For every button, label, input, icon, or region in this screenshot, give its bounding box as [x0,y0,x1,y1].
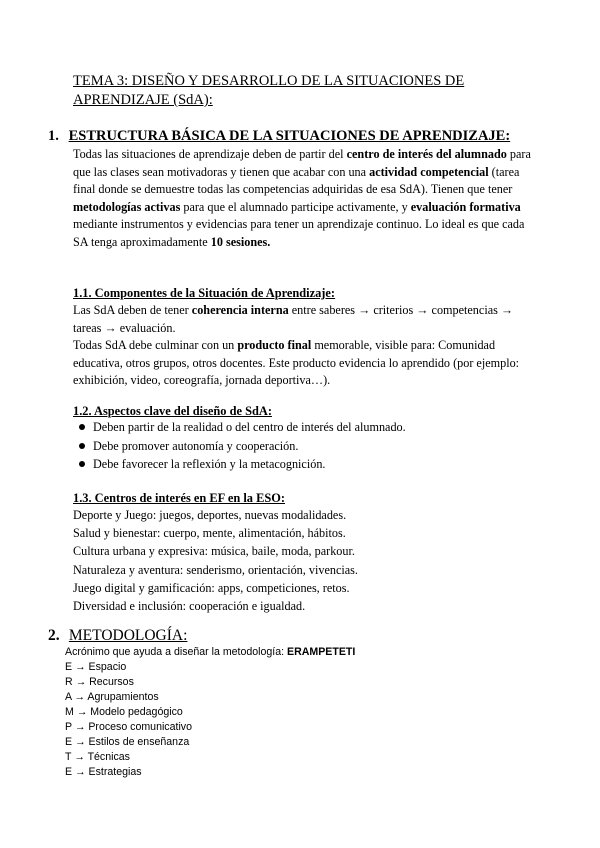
section-2-number: 2. [48,627,60,644]
bold-run: 10 sesiones. [210,234,271,249]
list-item: E → Estilos de enseñanza [65,736,190,748]
text-run: Las SdA deben de tener [73,303,192,317]
list-item: E → Estrategias [65,766,142,778]
list-item [73,437,406,456]
methodology-block [65,645,355,780]
section-2-heading [48,627,187,645]
section-1-number: 1. [48,128,59,144]
list-item-text: Debe favorecer la reflexión y la metacognición. [93,457,326,471]
list-item-text: Deben partir de la realidad o del centro de interés del alumnado. [93,420,406,434]
bullet-icon [79,461,85,467]
bullet-icon [79,424,85,430]
list-item: T → Técnicas [65,751,130,763]
text-run: Todas SdA debe culminar con un [73,338,238,352]
methodology-intro [65,645,355,660]
text-run: para que las clases sean motivadoras y tienen que acabar con una [73,147,531,179]
list-item: R → Recursos [65,676,134,688]
list-item: P → Proceso comunicativo [65,721,192,733]
section-1-heading [48,127,510,145]
section-1-title: ESTRUCTURA BÁSICA DE LA SITUACIONES DE APRENDIZAJE: [68,128,511,144]
section-1-paragraph [73,146,533,251]
bold-run: producto final [237,338,312,352]
bold-run: metodologías activas [73,199,181,214]
list-item: A → Agrupamientos [65,691,159,703]
aspects-list [73,418,406,474]
list-item: Naturaleza y aventura: senderismo, orientación, vivencias. [73,562,358,577]
bullet-icon [79,443,85,449]
subsection-1-1-paragraph-1 [73,302,533,337]
acronym: ERAMPETETI [287,646,356,658]
list-item-text: Debe promover autonomía y cooperación. [93,438,299,453]
subsection-1-2-heading: 1.2. Aspectos clave del diseño de SdA: [73,404,272,418]
text-run: memorable, visible para: Comunidad educativa, otros grupos, otros docentes. Este producto evidencia lo aprendido (por ejemplo: exhibición, video, coreografía, jornada deportiva…). [73,338,520,387]
text-run: (tarea final donde se demuestre todas las competencias adquiridas de esa SdA). Tienen que tener [73,164,520,196]
bold-run: coherencia interna [191,303,289,317]
subsection-1-1-paragraph-2 [73,337,533,390]
interest-centers-list [73,506,533,615]
list-item [73,418,406,437]
bold-run: centro de interés del alumnado [346,147,507,161]
list-item: E → Espacio [65,661,127,673]
list-item: Salud y bienestar: cuerpo, mente, alimentación, hábitos. [73,526,346,541]
bold-run: actividad competencial [369,164,489,179]
list-item: M → Modelo pedagógico [65,706,183,718]
text-run: mediante instrumentos y evidencias para tener un aprendizaje continuo. Lo ideal es que cada SA tenga aproximadamente [73,217,525,249]
list-item: Juego digital y gamificación: apps, competiciones, retos. [73,580,350,595]
subsection-1-1-heading: 1.1. Componentes de la Situación de Aprendizaje: [73,286,336,300]
bold-run: evaluación formativa [410,199,521,214]
text-run: Acrónimo que ayuda a diseñar la metodología: [65,646,288,658]
list-item: Deporte y Juego: juegos, deportes, nuevas modalidades. [73,508,347,522]
document-title: TEMA 3: DISEÑO Y DESARROLLO DE LA SITUACIONES DE APRENDIZAJE (SdA): [73,73,465,108]
list-item: Diversidad e inclusión: cooperación e igualdad. [73,599,306,614]
text-run: Todas las situaciones de aprendizaje deben de partir del [73,147,347,161]
text-run: entre saberes → criterios → competencias → tareas → evaluación. [73,303,514,335]
list-item [73,455,406,474]
section-2-title: METODOLOGÍA: [68,627,188,644]
list-item: Cultura urbana y expresiva: música, baile, moda, parkour. [73,544,355,559]
subsection-1-3-heading: 1.3. Centros de interés en EF en la ESO: [73,491,286,505]
text-run: para que el alumnado participe activamente, y [180,199,411,214]
